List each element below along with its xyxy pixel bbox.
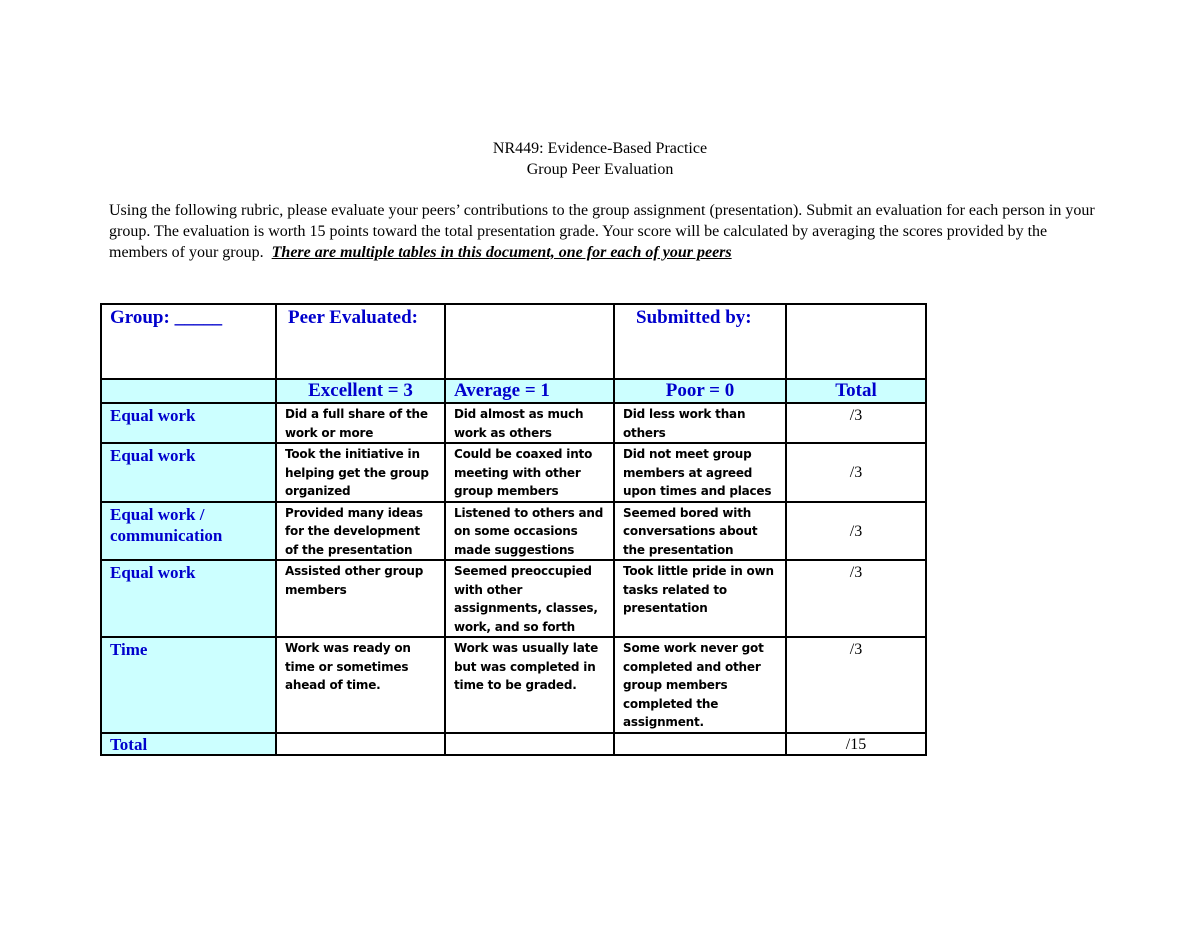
header-excellent: Excellent = 3 <box>276 379 445 403</box>
excellent-cell: Took the initiative in helping get the group organized <box>276 443 445 502</box>
table-row <box>101 560 926 637</box>
criterion-cell: Time <box>101 637 276 733</box>
poor-cell: Did not meet group members at agreed upon times and places <box>614 443 786 502</box>
score-cell[interactable]: /3 <box>786 403 926 443</box>
average-cell: Listened to others and on some occasions made suggestions <box>445 502 614 561</box>
table-row <box>101 403 926 443</box>
criterion-cell: Equal work / communication <box>101 502 276 561</box>
excellent-cell: Did a full share of the work or more <box>276 403 445 443</box>
header-poor: Poor = 0 <box>614 379 786 403</box>
header-average: Average = 1 <box>445 379 614 403</box>
submitted-by-field[interactable] <box>786 304 926 379</box>
score-cell[interactable]: /3 <box>786 443 926 502</box>
score-cell[interactable]: /3 <box>786 502 926 561</box>
table-row <box>101 502 926 561</box>
intro-paragraph <box>109 200 1099 263</box>
peer-evaluated-field[interactable] <box>445 304 614 379</box>
excellent-cell: Work was ready on time or sometimes ahead of time. <box>276 637 445 733</box>
group-label[interactable]: Group: _____ <box>101 304 276 379</box>
average-cell: Could be coaxed into meeting with other group members <box>445 443 614 502</box>
header-total: Total <box>786 379 926 403</box>
poor-cell: Seemed bored with conversations about the presentation <box>614 502 786 561</box>
criterion-cell: Equal work <box>101 403 276 443</box>
excellent-cell: Provided many ideas for the development of the presentation <box>276 502 445 561</box>
score-cell[interactable]: /3 <box>786 560 926 637</box>
intro-emphasis: There are multiple tables in this document, one for each of your peers <box>271 244 732 261</box>
excellent-cell: Assisted other group members <box>276 560 445 637</box>
title-line-2: Group Peer Evaluation <box>526 161 674 178</box>
intro-text: Using the following rubric, please evaluate your peers’ contributions to the group assignment (presentation). Submit an evaluation for each person in your group. The evaluation is worth 15 points toward the total presentation grade. Your score will be calculated by averaging the scores provided by the members of your group. <box>109 202 1095 261</box>
score-cell[interactable]: /3 <box>786 637 926 733</box>
total-row <box>101 733 926 755</box>
poor-cell: Some work never got completed and other group members completed the assignment. <box>614 637 786 733</box>
average-cell: Seemed preoccupied with other assignments, classes, work, and so forth <box>445 560 614 637</box>
total-label: Total <box>101 733 276 755</box>
peer-evaluated-label: Peer Evaluated: <box>276 304 445 379</box>
criterion-cell: Equal work <box>101 560 276 637</box>
criteria-header-cell <box>101 379 276 403</box>
average-cell: Work was usually late but was completed in time to be graded. <box>445 637 614 733</box>
table-row <box>101 443 926 502</box>
average-cell: Did almost as much work as others <box>445 403 614 443</box>
total-empty-cell <box>614 733 786 755</box>
total-empty-cell <box>445 733 614 755</box>
poor-cell: Took little pride in own tasks related to presentation <box>614 560 786 637</box>
document-title <box>0 138 1200 180</box>
rating-header-row <box>101 379 926 403</box>
total-score[interactable]: /15 <box>786 733 926 755</box>
rubric-table <box>100 303 927 756</box>
submitted-by-label: Submitted by: <box>614 304 786 379</box>
table-row <box>101 637 926 733</box>
header-info-row <box>101 304 926 379</box>
poor-cell: Did less work than others <box>614 403 786 443</box>
title-line-1: NR449: Evidence-Based Practice <box>492 140 708 157</box>
total-empty-cell <box>276 733 445 755</box>
criterion-cell: Equal work <box>101 443 276 502</box>
